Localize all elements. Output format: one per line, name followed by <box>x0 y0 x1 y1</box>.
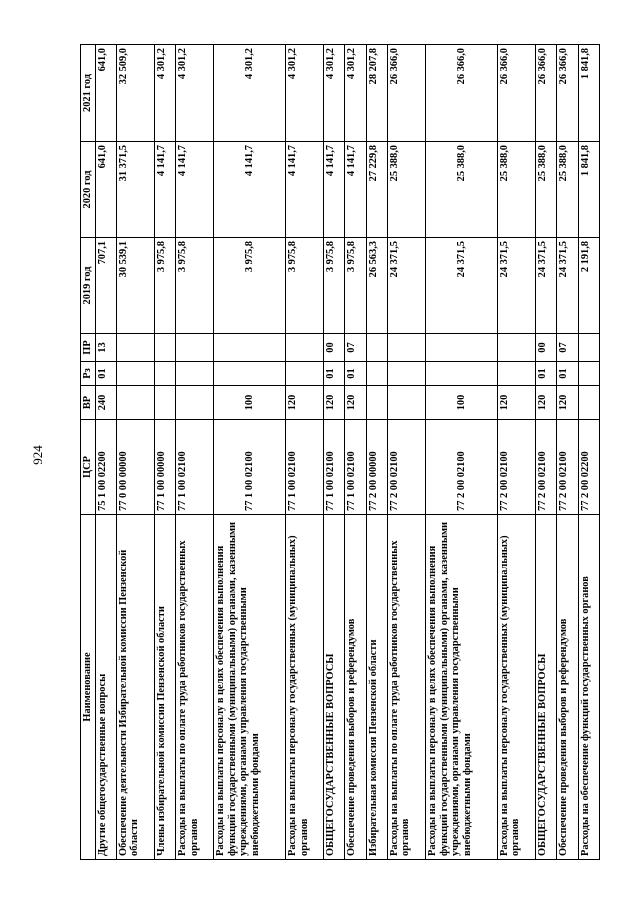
cell-name: Расходы на выплаты по оплате труда работников государственных органов <box>387 515 425 860</box>
cell-csr: 77 2 00 02100 <box>557 420 578 515</box>
cell-csr: 77 1 00 02100 <box>324 420 345 515</box>
cell-pr <box>387 334 425 362</box>
cell-y2020: 31 371,5 <box>116 142 154 238</box>
cell-y2020: 25 388,0 <box>557 142 578 238</box>
cell-y2019: 3 975,8 <box>324 238 345 334</box>
cell-csr: 77 2 00 02100 <box>497 420 535 515</box>
cell-name: Расходы на выплаты персоналу государственных (муниципальных) органов <box>497 515 535 860</box>
cell-name: Другие общегосударственные вопросы <box>95 515 116 860</box>
cell-y2020: 4 141,7 <box>154 142 175 238</box>
cell-y2021: 4 301,2 <box>324 45 345 142</box>
cell-y2021: 641,0 <box>95 45 116 142</box>
cell-pr <box>366 334 387 362</box>
cell-name: Члены избирательной комиссии Пензенской области <box>154 515 175 860</box>
cell-rz <box>286 362 324 386</box>
cell-rz <box>214 362 286 386</box>
cell-csr: 77 2 00 02100 <box>536 420 557 515</box>
table-row <box>176 45 214 860</box>
cell-pr: 07 <box>557 334 578 362</box>
table-row <box>154 45 175 860</box>
cell-csr: 77 2 00 02100 <box>426 420 498 515</box>
budget-table-rotated <box>80 45 600 860</box>
cell-vr: 120 <box>557 386 578 420</box>
cell-y2021: 4 301,2 <box>176 45 214 142</box>
cell-pr: 07 <box>345 334 366 362</box>
cell-y2021: 4 301,2 <box>214 45 286 142</box>
cell-y2020: 1 841,8 <box>578 142 599 238</box>
cell-name: Обеспечение проведения выборов и референдумов <box>557 515 578 860</box>
cell-vr: 100 <box>426 386 498 420</box>
cell-y2021: 26 366,0 <box>536 45 557 142</box>
cell-y2019: 30 539,1 <box>116 238 154 334</box>
cell-y2019: 3 975,8 <box>154 238 175 334</box>
cell-csr: 77 1 00 02100 <box>345 420 366 515</box>
cell-name: Обеспечение деятельности Избирательной комиссии Пензенской области <box>116 515 154 860</box>
cell-vr <box>578 386 599 420</box>
cell-rz <box>116 362 154 386</box>
header-2019: 2019 год <box>81 238 96 334</box>
cell-rz <box>176 362 214 386</box>
cell-csr: 75 1 00 02200 <box>95 420 116 515</box>
cell-y2019: 24 371,5 <box>557 238 578 334</box>
table-row <box>214 45 286 860</box>
header-pr: ПР <box>81 334 96 362</box>
cell-rz: 01 <box>536 362 557 386</box>
cell-vr <box>154 386 175 420</box>
cell-name: Расходы на выплаты персоналу государственных (муниципальных) органов <box>286 515 324 860</box>
cell-vr <box>176 386 214 420</box>
cell-name: ОБЩЕГОСУДАРСТВЕННЫЕ ВОПРОСЫ <box>324 515 345 860</box>
cell-y2021: 4 301,2 <box>154 45 175 142</box>
header-vr: ВР <box>81 386 96 420</box>
cell-y2021: 26 366,0 <box>497 45 535 142</box>
table-row <box>345 45 366 860</box>
cell-csr: 77 2 00 00000 <box>366 420 387 515</box>
cell-y2020: 641,0 <box>95 142 116 238</box>
table-row <box>578 45 599 860</box>
cell-vr: 120 <box>324 386 345 420</box>
table-row <box>387 45 425 860</box>
cell-y2020: 25 388,0 <box>536 142 557 238</box>
cell-name: Расходы на выплаты по оплате труда работников государственных органов <box>176 515 214 860</box>
cell-y2019: 3 975,8 <box>214 238 286 334</box>
cell-y2020: 25 388,0 <box>426 142 498 238</box>
cell-y2019: 3 975,8 <box>345 238 366 334</box>
cell-pr: 00 <box>324 334 345 362</box>
cell-vr: 120 <box>345 386 366 420</box>
cell-y2021: 4 301,2 <box>345 45 366 142</box>
cell-rz: 01 <box>324 362 345 386</box>
cell-csr: 77 2 00 02200 <box>578 420 599 515</box>
table-row <box>366 45 387 860</box>
cell-name: Расходы на выплаты персоналу в целях обеспечения выполнения функций государственными (муниципальными) органами, казенными учреждениями, органами управления государственными внебюджетными фондами <box>426 515 498 860</box>
table-row <box>497 45 535 860</box>
cell-rz <box>366 362 387 386</box>
cell-vr <box>366 386 387 420</box>
cell-y2020: 25 388,0 <box>497 142 535 238</box>
cell-pr <box>116 334 154 362</box>
header-2021: 2021 год <box>81 45 96 142</box>
cell-rz: 01 <box>345 362 366 386</box>
cell-pr: 00 <box>536 334 557 362</box>
cell-y2021: 28 207,8 <box>366 45 387 142</box>
cell-y2020: 4 141,7 <box>324 142 345 238</box>
cell-pr <box>176 334 214 362</box>
table-row <box>116 45 154 860</box>
cell-vr: 120 <box>497 386 535 420</box>
cell-vr: 100 <box>214 386 286 420</box>
cell-name: Расходы на выплаты персоналу в целях обеспечения выполнения функций государственными (муниципальными) органами, казенными учреждениями, органами управления государственными внебюджетными фондами <box>214 515 286 860</box>
cell-y2020: 4 141,7 <box>176 142 214 238</box>
table-row <box>286 45 324 860</box>
cell-y2020: 25 388,0 <box>387 142 425 238</box>
header-row <box>81 45 96 860</box>
cell-y2021: 4 301,2 <box>286 45 324 142</box>
cell-vr: 120 <box>286 386 324 420</box>
cell-csr: 77 1 00 02100 <box>214 420 286 515</box>
header-2020: 2020 год <box>81 142 96 238</box>
cell-vr <box>116 386 154 420</box>
cell-y2020: 4 141,7 <box>286 142 324 238</box>
cell-y2021: 26 366,0 <box>426 45 498 142</box>
cell-y2021: 26 366,0 <box>557 45 578 142</box>
cell-y2019: 24 371,5 <box>426 238 498 334</box>
cell-csr: 77 2 00 02100 <box>387 420 425 515</box>
cell-y2020: 4 141,7 <box>214 142 286 238</box>
cell-pr <box>497 334 535 362</box>
cell-csr: 77 1 00 00000 <box>154 420 175 515</box>
cell-rz <box>497 362 535 386</box>
table-row <box>95 45 116 860</box>
cell-rz: 01 <box>557 362 578 386</box>
cell-y2019: 2 191,8 <box>578 238 599 334</box>
cell-rz: 01 <box>95 362 116 386</box>
cell-vr <box>387 386 425 420</box>
cell-y2021: 26 366,0 <box>387 45 425 142</box>
cell-csr: 77 1 00 02100 <box>176 420 214 515</box>
cell-pr: 13 <box>95 334 116 362</box>
cell-y2019: 3 975,8 <box>176 238 214 334</box>
cell-y2019: 24 371,5 <box>387 238 425 334</box>
cell-csr: 77 1 00 02100 <box>286 420 324 515</box>
table-row <box>557 45 578 860</box>
cell-vr: 240 <box>95 386 116 420</box>
cell-y2019: 24 371,5 <box>497 238 535 334</box>
cell-rz <box>426 362 498 386</box>
header-csr: ЦСР <box>81 420 96 515</box>
cell-name: Расходы на обеспечение функций государственных органов <box>578 515 599 860</box>
cell-rz <box>387 362 425 386</box>
table-row <box>536 45 557 860</box>
cell-vr: 120 <box>536 386 557 420</box>
cell-pr <box>286 334 324 362</box>
cell-pr <box>214 334 286 362</box>
cell-y2019: 24 371,5 <box>536 238 557 334</box>
header-name: Наименование <box>81 515 96 860</box>
cell-pr <box>154 334 175 362</box>
cell-name: Обеспечение проведения выборов и референдумов <box>345 515 366 860</box>
cell-rz <box>154 362 175 386</box>
cell-rz <box>578 362 599 386</box>
table-row <box>426 45 498 860</box>
cell-csr: 77 0 00 00000 <box>116 420 154 515</box>
cell-y2020: 27 229,8 <box>366 142 387 238</box>
cell-pr <box>426 334 498 362</box>
cell-y2019: 707,1 <box>95 238 116 334</box>
cell-y2020: 4 141,7 <box>345 142 366 238</box>
page-number: 924 <box>30 445 45 465</box>
header-rz: Рз <box>81 362 96 386</box>
cell-name: ОБЩЕГОСУДАРСТВЕННЫЕ ВОПРОСЫ <box>536 515 557 860</box>
cell-pr <box>578 334 599 362</box>
cell-y2019: 3 975,8 <box>286 238 324 334</box>
cell-y2019: 26 563,3 <box>366 238 387 334</box>
cell-name: Избирательная комиссия Пензенской области <box>366 515 387 860</box>
table-row <box>324 45 345 860</box>
cell-y2021: 1 841,8 <box>578 45 599 142</box>
budget-table <box>80 44 600 860</box>
cell-y2021: 32 509,0 <box>116 45 154 142</box>
